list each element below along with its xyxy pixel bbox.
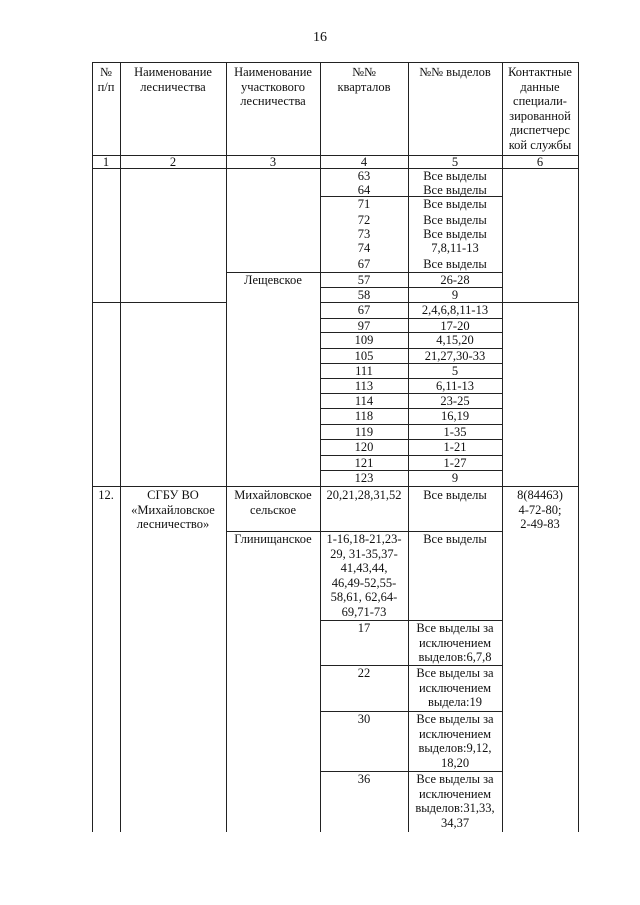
allotment-cell: 6,11-13 xyxy=(435,378,475,393)
allotment-cell: 21,27,30-33 xyxy=(424,348,486,363)
allotment-cell: 9 xyxy=(451,470,459,485)
forestry-name: «Михайловское xyxy=(131,502,215,517)
column-number: 2 xyxy=(169,154,177,169)
table-hline xyxy=(502,302,579,303)
table-hline xyxy=(320,332,503,333)
column-number: 6 xyxy=(536,154,544,169)
header-cell: Наименование xyxy=(234,65,312,79)
contact-data: 8(84463) xyxy=(517,488,563,502)
table-vline xyxy=(120,62,121,832)
allotment-cell: исключением xyxy=(418,680,492,695)
column-number: 4 xyxy=(360,154,368,169)
table-hline xyxy=(320,424,503,425)
quarter-cell: 30 xyxy=(357,712,371,726)
allotment-cell: 9 xyxy=(451,287,459,302)
allotment-cell: Все выделы xyxy=(423,226,487,241)
allotment-cell: 17-20 xyxy=(440,318,470,333)
allotment-cell: Все выделы xyxy=(423,488,487,502)
allotment-cell: выдела:19 xyxy=(428,695,482,710)
quarter-cell: 36 xyxy=(357,772,371,786)
quarter-cell: 67 xyxy=(357,302,371,317)
district-name: сельское xyxy=(249,502,297,517)
table-hline xyxy=(320,272,503,273)
quarter-cell: 64 xyxy=(357,182,371,197)
allotment-cell: 5 xyxy=(451,363,459,378)
allotment-cell: Все выделы xyxy=(423,182,487,197)
quarter-cell: 69,71-73 xyxy=(341,605,387,619)
header-cell: лесничества xyxy=(140,79,206,94)
allotment-cell: Все выделы за xyxy=(416,621,494,635)
quarter-cell: 105 xyxy=(354,348,374,363)
table-hline xyxy=(320,318,503,319)
quarter-cell: 22 xyxy=(357,666,371,680)
quarter-cell: 114 xyxy=(354,393,374,408)
allotment-cell: 1-35 xyxy=(443,424,467,439)
quarter-cell: 41,43,44, xyxy=(340,561,388,576)
quarter-cell: 46,49-52,55- xyxy=(331,575,397,590)
table-hline xyxy=(320,287,503,288)
header-cell: Наименование xyxy=(134,65,212,79)
quarter-cell: 17 xyxy=(357,621,371,635)
header-cell: №№ xyxy=(352,65,376,79)
forestry-name: СГБУ ВО xyxy=(147,488,199,502)
quarter-cell: 1-16,18-21,23- xyxy=(326,532,402,546)
header-cell: участкового xyxy=(241,79,305,94)
header-cell: кой службы xyxy=(508,138,572,152)
header-cell: №№ выделов xyxy=(419,65,491,79)
table-vline xyxy=(320,62,321,832)
quarter-cell: 113 xyxy=(354,378,374,393)
quarter-cell: 29, 31-35,37- xyxy=(330,546,398,561)
quarter-cell: 72 xyxy=(357,212,371,227)
quarter-cell: 73 xyxy=(357,226,371,241)
header-cell: специали- xyxy=(513,94,567,109)
district-name: Глинищанское xyxy=(234,532,312,546)
table-hline xyxy=(320,408,503,409)
allotment-cell: 18,20 xyxy=(440,755,470,770)
allotment-cell: выделов:9,12, xyxy=(418,741,492,756)
allotment-cell: Все выделы xyxy=(423,532,487,546)
quarter-cell: 20,21,28,31,52 xyxy=(326,488,402,502)
allotment-cell: Все выделы за xyxy=(416,772,494,786)
quarter-cell: 74 xyxy=(357,240,371,255)
allotment-cell: 7,8,11-13 xyxy=(431,240,479,255)
table-vline xyxy=(578,62,579,832)
header-cell: № xyxy=(100,65,112,79)
table-hline xyxy=(92,302,227,303)
column-number: 5 xyxy=(451,154,459,169)
allotment-cell: Все выделы xyxy=(423,196,487,211)
header-cell: зированной xyxy=(509,108,571,123)
allotment-cell: исключением xyxy=(418,726,492,741)
allotment-cell: 2,4,6,8,11-13 xyxy=(421,302,489,317)
allotment-cell: Все выделы xyxy=(423,256,487,271)
table-hline xyxy=(92,62,579,63)
allotment-cell: 26-28 xyxy=(440,272,470,287)
quarter-cell: 118 xyxy=(354,408,374,423)
quarter-cell: 97 xyxy=(357,318,371,333)
table-hline xyxy=(320,439,503,440)
quarter-cell: 58,61, 62,64- xyxy=(330,590,398,605)
header-cell: п/п xyxy=(97,79,115,94)
allotment-cell: 4,15,20 xyxy=(436,332,474,347)
column-number: 3 xyxy=(269,154,277,169)
allotment-cell: Все выделы xyxy=(423,212,487,227)
contact-data: 4-72-80; xyxy=(518,502,562,517)
entry-number: 12. xyxy=(98,488,114,502)
quarter-cell: 120 xyxy=(354,439,374,454)
allotment-cell: 34,37 xyxy=(440,815,470,830)
header-cell: кварталов xyxy=(337,79,391,94)
district-name: Михайловское xyxy=(234,488,312,502)
column-number: 1 xyxy=(102,154,110,169)
quarter-cell: 67 xyxy=(357,256,371,271)
quarter-cell: 119 xyxy=(354,424,374,439)
allotment-cell: 23-25 xyxy=(440,393,470,408)
quarter-cell: 57 xyxy=(357,272,371,287)
allotment-cell: исключением xyxy=(418,786,492,801)
allotment-cell: выделов:6,7,8 xyxy=(418,650,492,665)
table-hline xyxy=(320,302,503,303)
quarter-cell: 121 xyxy=(354,455,374,470)
allotment-cell: 16,19 xyxy=(440,408,470,423)
table-hline xyxy=(320,348,503,349)
quarter-cell: 123 xyxy=(354,470,374,485)
header-cell: лесничества xyxy=(240,94,306,109)
table-hline xyxy=(320,378,503,379)
table-vline xyxy=(92,62,93,832)
allotment-cell: 1-27 xyxy=(443,455,467,470)
allotment-cell: Все выделы xyxy=(423,168,487,183)
table-vline xyxy=(502,62,503,832)
allotment-cell: 1-21 xyxy=(443,439,467,454)
quarter-cell: 71 xyxy=(357,196,371,211)
table-hline xyxy=(320,196,503,197)
allotment-cell: выделов:31,33, xyxy=(415,801,495,816)
table-hline xyxy=(320,470,503,471)
forestry-name: лесничество» xyxy=(136,517,210,532)
table-hline xyxy=(320,455,503,456)
allotment-cell: Все выделы за xyxy=(416,712,494,726)
header-cell: данные xyxy=(520,79,560,94)
quarter-cell: 111 xyxy=(355,363,373,378)
page-number: 16 xyxy=(313,30,327,45)
quarter-cell: 109 xyxy=(354,332,374,347)
contact-data: 2-49-83 xyxy=(520,517,560,532)
table-vline xyxy=(408,62,409,832)
allotment-cell: Все выделы за xyxy=(416,666,494,680)
table-hline xyxy=(320,363,503,364)
table-hline xyxy=(92,486,579,487)
header-cell: диспетчерс xyxy=(510,123,570,138)
table-hline xyxy=(320,393,503,394)
district-name: Лещевское xyxy=(244,272,302,287)
header-cell: Контактные xyxy=(508,65,572,79)
quarter-cell: 58 xyxy=(357,287,371,302)
allotment-cell: исключением xyxy=(418,635,492,650)
quarter-cell: 63 xyxy=(357,168,371,183)
table-vline xyxy=(226,62,227,832)
